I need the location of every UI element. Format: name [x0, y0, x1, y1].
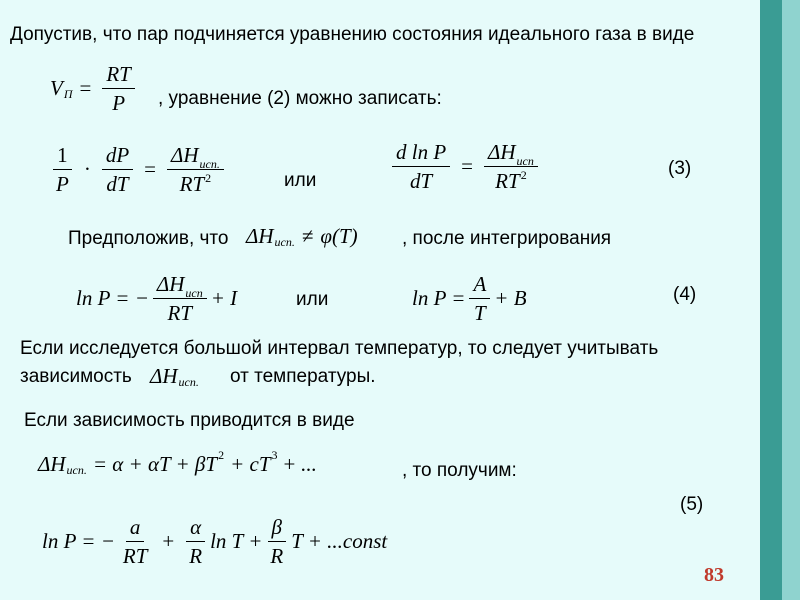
one-over-p-fraction: $\frac{1}{P}$	[52, 143, 73, 196]
beta-over-r-fraction: $\frac{\beta}{R}$	[266, 515, 287, 568]
equation-number-4: (4)	[673, 284, 697, 305]
assumption-prefix: Предположив, что	[68, 228, 229, 249]
or-text-1: или	[284, 170, 317, 191]
large-interval-line-2-start: зависимость	[20, 366, 132, 387]
equation-4-left: ln P = − $\frac{\Delta H_{исп}}{RT}$ + I	[76, 272, 238, 326]
vapor-volume-symbol: V	[50, 76, 63, 101]
a-over-rt-fraction: $\frac{a}{RT}$	[122, 515, 148, 569]
assumption-formula: ΔH исп. ≠ φ(T)	[246, 224, 358, 249]
dh-over-rt2-fraction: $\frac{\Delta H_{исп.}}{RT^2}$	[167, 143, 224, 196]
or-text-2: или	[296, 289, 329, 310]
intro-text: Допустив, что пар подчиняется уравнению состояния идеального газа в виде	[10, 24, 695, 45]
large-interval-line-2-end: от температуры.	[230, 366, 376, 387]
assumption-suffix: , после интегрирования	[402, 228, 612, 249]
equation-5: ln P = − $\frac{a}{RT}$ + $\frac{\alpha}{R}$ ln T + $\frac{\beta}{R}$ T + ...const	[42, 515, 388, 569]
decorative-stripe-light	[782, 0, 800, 600]
vapor-volume-caption: , уравнение (2) можно записать:	[158, 88, 442, 109]
equation-3-right: $\frac{\text{d ln P}}{dT}$ = $\frac{\Delta H_{исп}}{RT^2}$	[388, 140, 542, 193]
equation-3-left: $\frac{1}{P}$ · $\frac{dP}{dT}$ = $\frac{\Delta H_{исп.}}{RT^2}$	[48, 143, 228, 196]
large-interval-line-1: Если исследуется большой интервал температур, то следует учитывать	[20, 338, 659, 359]
vapor-volume-subscript: П	[63, 87, 73, 102]
page-number: 83	[704, 564, 724, 586]
equation-number-5: (5)	[680, 494, 704, 515]
series-result-text: , то получим:	[402, 460, 517, 481]
dlnp-dt-fraction: $\frac{\text{d ln P}}{dT}$	[392, 140, 450, 193]
equation-4-right: ln P = $\frac{A}{T}$ + B	[412, 272, 527, 326]
dependence-text: Если зависимость приводится в виде	[24, 410, 355, 431]
dh-over-rt-fraction: $\frac{\Delta H_{исп}}{RT}$	[153, 272, 207, 325]
dh-isp-over-rt2-fraction: $\frac{\Delta H_{исп}}{RT^2}$	[484, 140, 538, 193]
enthalpy-series-equation: ΔH исп. = α + αT + βT 2 + cT 3 + ...	[38, 448, 317, 477]
rt-over-p-fraction: $\frac{RT}{P}$	[102, 62, 135, 115]
large-interval-formula: ΔH исп.	[150, 364, 199, 389]
vapor-volume-equation: V П = $\frac{RT}{P}$	[50, 62, 139, 115]
equation-number-3: (3)	[668, 158, 692, 179]
a-over-t-fraction: $\frac{A}{T}$	[469, 272, 490, 325]
decorative-stripe-dark	[760, 0, 782, 600]
dp-dt-fraction: $\frac{dP}{dT}$	[102, 143, 133, 196]
alpha-over-r-fraction: $\frac{\alpha}{R}$	[185, 515, 206, 568]
